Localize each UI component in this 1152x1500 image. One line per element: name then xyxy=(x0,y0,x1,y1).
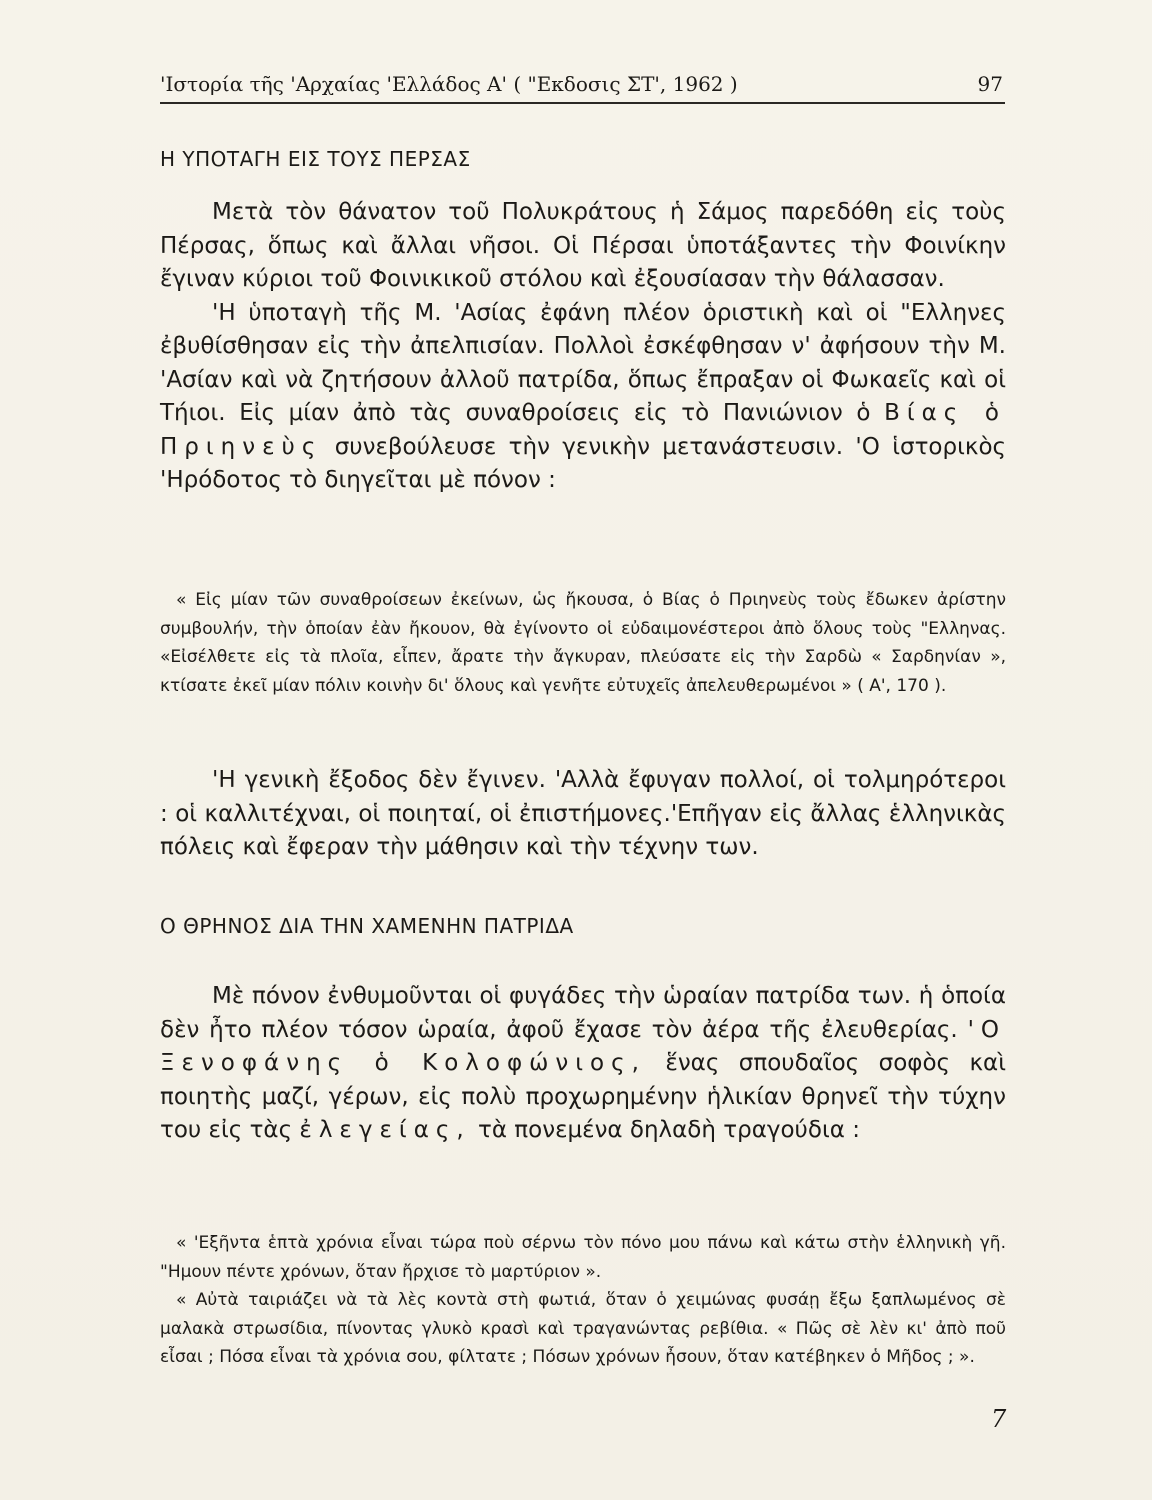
signature-mark: 7 xyxy=(991,1405,1007,1433)
paragraph: Μετὰ τὸν θάνατον τοῦ Πολυκράτους ἡ Σάμος παρεδόθη εἰς τοὺς Πέρσας, ὅπως καὶ ἄλλαι νῆσοι. Οἱ Πέρσαι ὑποτάξαντες τὴν Φοινίκην ἔγιναν κύριοι τοῦ Φοινικικοῦ στόλου καὶ ἐξουσίασαν τὴν θάλασσαν. xyxy=(160,199,1006,292)
spaced-name: Βίας ὁ Πριηνεὺς xyxy=(160,400,1007,460)
running-header xyxy=(160,68,1005,104)
quote-paragraph: « 'Εξῆντα ἑπτὰ χρόνια εἶναι τώρα ποὺ σέρνω τὸν πόνο μου πάνω καὶ κάτω στὴν ἑλληνικὴ γῆ. "Ημουν πέντε χρόνων, ὅταν ἤρχισε τὸ μαρτύριον ». xyxy=(160,1233,1006,1282)
herodotus-quote xyxy=(160,586,1006,700)
text-run: τὰ πονεμένα δηλαδὴ τραγούδια : xyxy=(477,1117,860,1143)
section1-body xyxy=(160,196,1006,498)
text-run: συνεβούλευσε τὴν γενικὴν μετανάστευσιν. 'Ο ἱστορικὸς 'Ηρόδοτος τὸ διηγεῖται μὲ πόνον : xyxy=(160,433,1007,493)
section1-closing xyxy=(160,764,1006,865)
paragraph xyxy=(160,297,1006,498)
quote-paragraph: « Αὐτὰ ταιριάζει νὰ τὰ λὲς κοντὰ στὴ φωτιά, ὅταν ὁ χειμώνας φυσάῃ ἔξω ξαπλωμένος σὲ μαλακὰ στρωσίδια, πίνοντας γλυκὸ κρασὶ καὶ τραγανώντας ρεβίθια. « Πῶς σὲ λὲν κι' ἀπὸ ποῦ εἶσαι ; Πόσα εἶναι τὰ χρόνια σου, φίλτατε ; Πόσων χρόνων ἦσουν, ὅταν κατέβηκεν ὁ Μῆδος ; ». xyxy=(160,1290,1006,1367)
page-number: 97 xyxy=(977,72,1003,96)
section-heading-lament: Ο ΘΡΗΝΟΣ ΔΙΑ ΤΗΝ ΧΑΜΕΝΗΝ ΠΑΤΡΙΔΑ xyxy=(160,914,574,938)
xenophanes-quotes xyxy=(160,1229,1006,1372)
paragraph xyxy=(160,980,1006,1148)
spaced-name: 'Ο Ξενοφάνης ὁ Κολοφώνιος, xyxy=(160,1016,1006,1076)
spaced-term: ἐλεγείας, xyxy=(299,1117,471,1143)
text-run: 'Η ὑποταγὴ τῆς Μ. 'Ασίας ἐφάνη πλέον ὁριστικὴ καὶ οἱ "Ελληνες ἐβυθίσθησαν εἰς τὴν ἀπελπισίαν. Πολλοὶ ἐσκέφθησαν ν' ἀφήσουν τὴν Μ. 'Ασίαν καὶ νὰ ζητήσουν ἀλλοῦ πατρίδα, ὅπως ἔπραξαν οἱ Φωκαεῖς καὶ οἱ Τήιοι. Εἰς μίαν ἀπὸ τὰς συναθροίσεις εἰς τὸ Πανιώνιον ὁ xyxy=(160,299,1006,426)
text-run: Μὲ πόνον ἐνθυμοῦνται οἱ φυγάδες τὴν ὡραίαν πατρίδα των. ἡ ὁποία δὲν ἦτο πλέον τόσον ὡραία, ἀφοῦ ἔχασε τὸν ἀέρα τῆς ἐλευθερίας. xyxy=(160,983,1006,1043)
quote-paragraph: « Εἰς μίαν τῶν συναθροίσεων ἐκείνων, ὡς ἤκουσα, ὁ Βίας ὁ Πριηνεὺς τοὺς ἔδωκεν ἀρίστην συμβουλήν, τὴν ὁποίαν ἐὰν ἤκουον, θὰ ἐγίνοντο οἱ εὐδαιμονέστεροι ἀπὸ ὅλους τοὺς "Ελληνας. «Εἰσέλθετε εἰς τὰ πλοῖα, εἶπεν, ἄρατε τὴν ἄγκυραν, πλεύσατε εἰς τὴν Σαρδὼ « Σαρδηνίαν », κτίσατε ἐκεῖ μίαν πόλιν κοινὴν δι' ὅλους καὶ γενῆτε εὐτυχεῖς ἀπελευθερωμένοι » ( Α', 170 ). xyxy=(160,590,1006,696)
section-heading-subjugation: Η ΥΠΟΤΑΓΗ ΕΙΣ ΤΟΥΣ ΠΕΡΣΑΣ xyxy=(160,147,471,171)
text-run: ἕνας σπουδαῖος σοφὸς καὶ ποιητὴς μαζί, γέρων, εἰς πολὺ προχωρημένην ἡλικίαν θρηνεῖ τὴν τύχην του εἰς τὰς xyxy=(160,1050,1006,1143)
section2-body xyxy=(160,980,1006,1148)
book-title: 'Ιστορία τῆς 'Αρχαίας 'Ελλάδος Α' ( "Εκδοσις ΣΤ', 1962 ) xyxy=(160,72,738,96)
paragraph: 'Η γενικὴ ἔξοδος δὲν ἔγινεν. 'Αλλὰ ἔφυγαν πολλοί, οἱ τολμηρότεροι : οἱ καλλιτέχναι, οἱ ποιηταί, οἱ ἐπιστήμονες.'Επῆγαν εἰς ἄλλας ἑλληνικὰς πόλεις καὶ ἔφεραν τὴν μάθησιν καὶ τὴν τέχνην των. xyxy=(160,767,1006,860)
